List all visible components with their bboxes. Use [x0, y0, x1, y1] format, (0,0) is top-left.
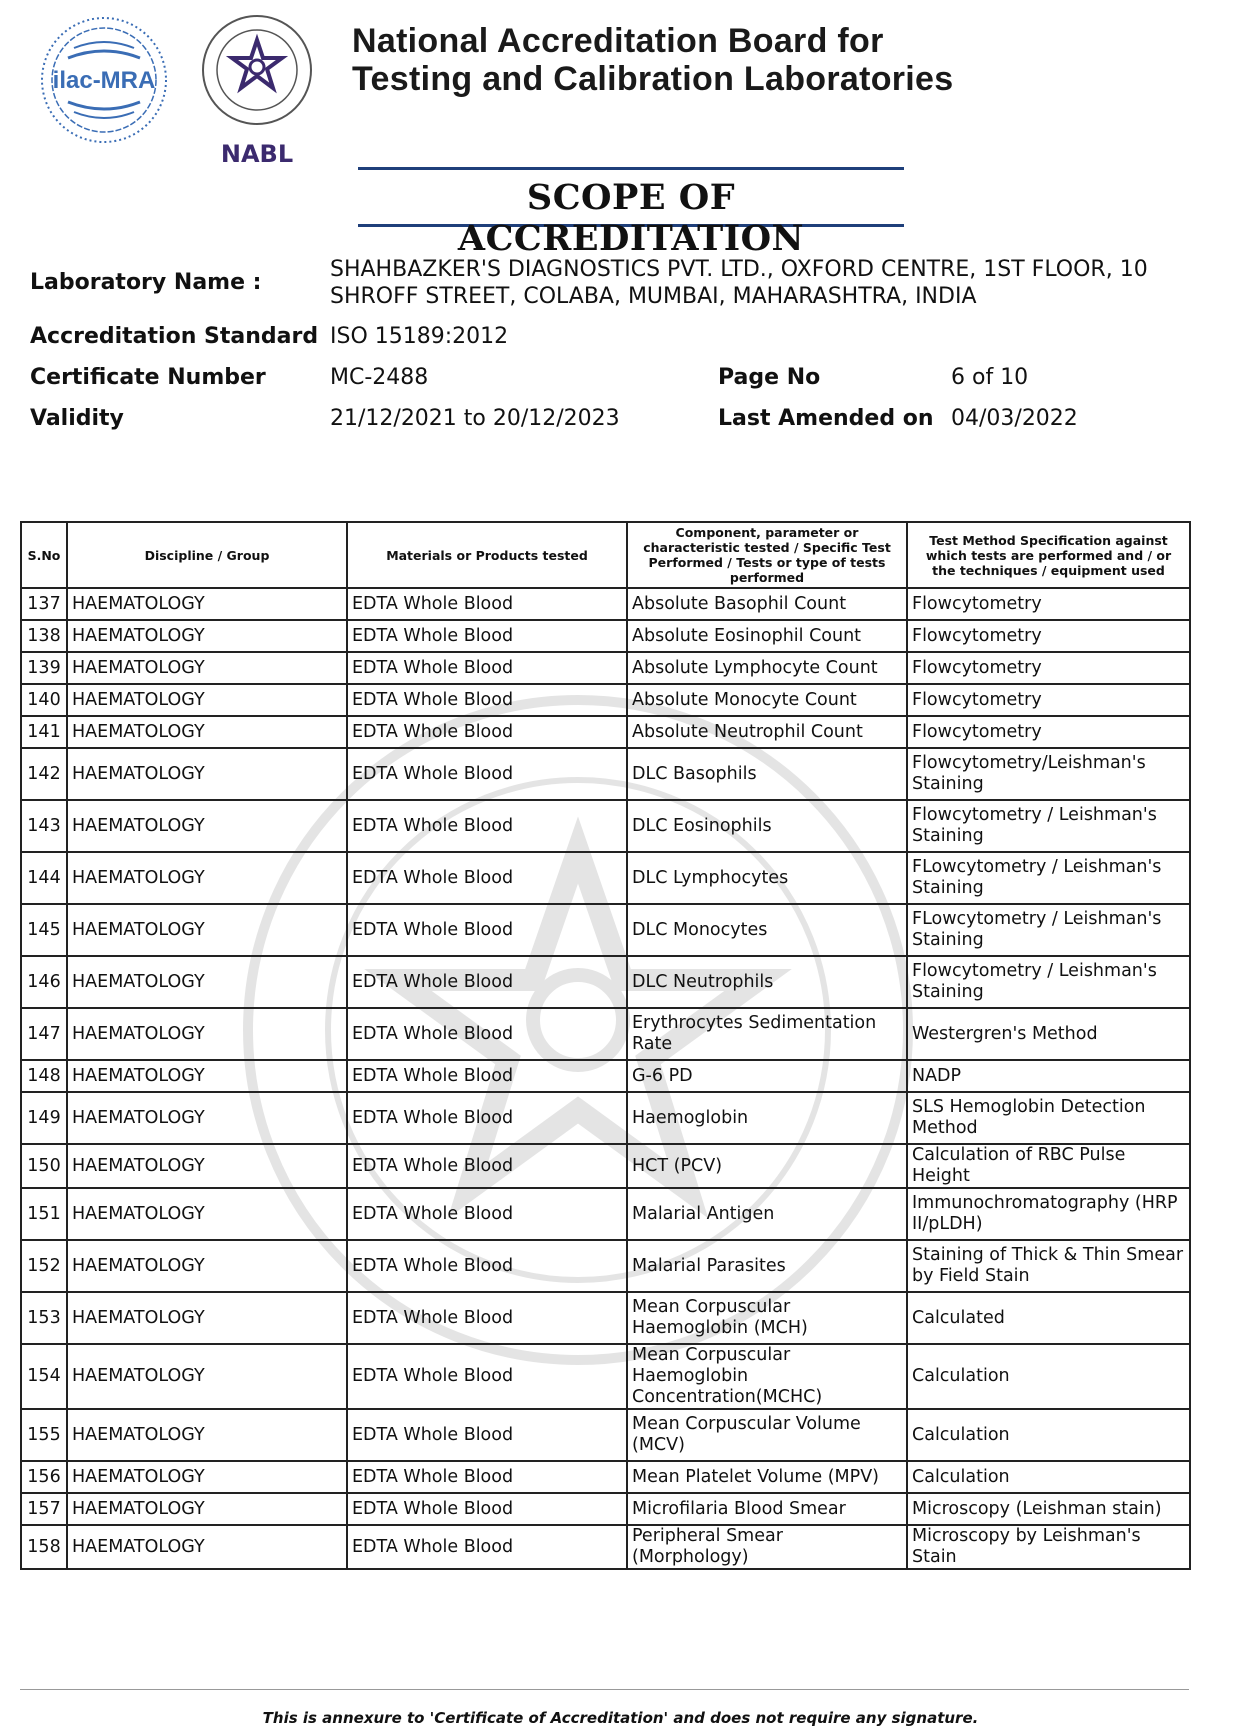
table-row	[21, 956, 1190, 1008]
cell-material: EDTA Whole Blood	[347, 904, 627, 956]
footer-note: This is annexure to 'Certificate of Accreditation' and does not require any signature.	[262, 1709, 979, 1727]
cell-sno: 145	[21, 904, 67, 956]
cell-component: DLC Eosinophils	[627, 800, 907, 852]
cell-component: Mean Corpuscular Haemoglobin Concentration(MCHC)	[627, 1344, 907, 1409]
cell-sno: 138	[21, 620, 67, 652]
page-no-label: Page No	[718, 365, 821, 390]
cell-component: Erythrocytes Sedimentation Rate	[627, 1008, 907, 1060]
cell-material: EDTA Whole Blood	[347, 956, 627, 1008]
cell-sno: 153	[21, 1292, 67, 1344]
lab-name-line2: SHROFF STREET, COLABA, MUMBAI, MAHARASHTRA, INDIA	[330, 284, 977, 309]
cell-discipline: HAEMATOLOGY	[67, 1461, 347, 1493]
cell-sno: 147	[21, 1008, 67, 1060]
table-row	[21, 1188, 1190, 1240]
accreditation-standard-label: Accreditation Standard	[30, 324, 319, 349]
cell-test-method: Calculation	[907, 1461, 1190, 1493]
cell-test-method: Calculation	[907, 1409, 1190, 1461]
cell-material: EDTA Whole Blood	[347, 620, 627, 652]
cell-discipline: HAEMATOLOGY	[67, 652, 347, 684]
table-row	[21, 1144, 1190, 1188]
cell-discipline: HAEMATOLOGY	[67, 1344, 347, 1409]
ilac-mra-logo	[38, 14, 170, 146]
nabl-logo	[198, 10, 316, 170]
cell-discipline: HAEMATOLOGY	[67, 1493, 347, 1525]
cell-material: EDTA Whole Blood	[347, 748, 627, 800]
validity-value: 21/12/2021 to 20/12/2023	[330, 406, 620, 431]
header-test-method: Test Method Specification against which tests are performed and / or the techniques / equipment used	[907, 522, 1190, 588]
table-row	[21, 1060, 1190, 1092]
table-row	[21, 748, 1190, 800]
cell-test-method: Calculation of RBC Pulse Height	[907, 1144, 1190, 1188]
lab-name-line1: SHAHBAZKER'S DIAGNOSTICS PVT. LTD., OXFORD CENTRE, 1ST FLOOR, 10	[330, 257, 1148, 282]
cell-sno: 142	[21, 748, 67, 800]
table-row	[21, 1344, 1190, 1409]
cell-discipline: HAEMATOLOGY	[67, 588, 347, 620]
cell-component: HCT (PCV)	[627, 1144, 907, 1188]
cell-sno: 151	[21, 1188, 67, 1240]
cell-sno: 137	[21, 588, 67, 620]
cell-sno: 152	[21, 1240, 67, 1292]
cell-component: Peripheral Smear (Morphology)	[627, 1525, 907, 1569]
cell-material: EDTA Whole Blood	[347, 1344, 627, 1409]
cell-sno: 158	[21, 1525, 67, 1569]
cell-material: EDTA Whole Blood	[347, 588, 627, 620]
cell-component: Absolute Monocyte Count	[627, 684, 907, 716]
cell-test-method: Flowcytometry	[907, 652, 1190, 684]
cell-sno: 156	[21, 1461, 67, 1493]
cell-material: EDTA Whole Blood	[347, 1188, 627, 1240]
board-title-line2: Testing and Calibration Laboratories	[352, 60, 954, 98]
cell-material: EDTA Whole Blood	[347, 1461, 627, 1493]
cell-material: EDTA Whole Blood	[347, 852, 627, 904]
cell-discipline: HAEMATOLOGY	[67, 800, 347, 852]
cell-component: Absolute Lymphocyte Count	[627, 652, 907, 684]
cell-component: Malarial Parasites	[627, 1240, 907, 1292]
cell-test-method: Flowcytometry	[907, 716, 1190, 748]
accreditation-standard-value: ISO 15189:2012	[330, 324, 509, 349]
cell-test-method: Microscopy (Leishman stain)	[907, 1493, 1190, 1525]
cell-material: EDTA Whole Blood	[347, 1060, 627, 1092]
table-header-row	[21, 522, 1190, 588]
board-title	[352, 22, 1012, 98]
board-title-line1: National Accreditation Board for	[352, 22, 884, 60]
table-row	[21, 1240, 1190, 1292]
cell-test-method: Immunochromatography (HRP II/pLDH)	[907, 1188, 1190, 1240]
table-row	[21, 1292, 1190, 1344]
header-component: Component, parameter or characteristic tested / Specific Test Performed / Tests or type of tests performed	[627, 522, 907, 588]
cell-material: EDTA Whole Blood	[347, 716, 627, 748]
table-row	[21, 852, 1190, 904]
header-sno: S.No	[21, 522, 67, 588]
certificate-number-value: MC-2488	[330, 365, 429, 390]
cell-discipline: HAEMATOLOGY	[67, 1292, 347, 1344]
table-row	[21, 800, 1190, 852]
cell-discipline: HAEMATOLOGY	[67, 1525, 347, 1569]
cell-test-method: Flowcytometry/Leishman's Staining	[907, 748, 1190, 800]
cell-component: Absolute Basophil Count	[627, 588, 907, 620]
cell-discipline: HAEMATOLOGY	[67, 1008, 347, 1060]
cell-test-method: Westergren's Method	[907, 1008, 1190, 1060]
cell-discipline: HAEMATOLOGY	[67, 1092, 347, 1144]
cell-test-method: Calculation	[907, 1344, 1190, 1409]
table-row	[21, 1493, 1190, 1525]
header-discipline: Discipline / Group	[67, 522, 347, 588]
cell-test-method: Flowcytometry / Leishman's Staining	[907, 800, 1190, 852]
cell-discipline: HAEMATOLOGY	[67, 620, 347, 652]
cell-sno: 146	[21, 956, 67, 1008]
cell-sno: 144	[21, 852, 67, 904]
scope-title-box	[358, 167, 904, 259]
last-amended-label: Last Amended on	[718, 406, 934, 431]
certificate-number-label: Certificate Number	[30, 365, 266, 390]
cell-sno: 150	[21, 1144, 67, 1188]
cell-discipline: HAEMATOLOGY	[67, 904, 347, 956]
cell-material: EDTA Whole Blood	[347, 1144, 627, 1188]
table-row	[21, 1008, 1190, 1060]
cell-component: Absolute Neutrophil Count	[627, 716, 907, 748]
header-materials: Materials or Products tested	[347, 522, 627, 588]
table-row	[21, 1409, 1190, 1461]
cell-material: EDTA Whole Blood	[347, 652, 627, 684]
table-body	[21, 588, 1190, 1569]
last-amended-value: 04/03/2022	[951, 406, 1078, 431]
cell-test-method: Flowcytometry / Leishman's Staining	[907, 956, 1190, 1008]
cell-sno: 141	[21, 716, 67, 748]
cell-sno: 149	[21, 1092, 67, 1144]
cell-test-method: FLowcytometry / Leishman's Staining	[907, 852, 1190, 904]
cell-test-method: SLS Hemoglobin Detection Method	[907, 1092, 1190, 1144]
table-row	[21, 588, 1190, 620]
cell-discipline: HAEMATOLOGY	[67, 748, 347, 800]
table-row	[21, 904, 1190, 956]
cell-discipline: HAEMATOLOGY	[67, 1240, 347, 1292]
cell-material: EDTA Whole Blood	[347, 1092, 627, 1144]
cell-test-method: Calculated	[907, 1292, 1190, 1344]
cell-material: EDTA Whole Blood	[347, 1008, 627, 1060]
scope-title: SCOPE OF ACCREDITATION	[457, 177, 805, 259]
cell-sno: 140	[21, 684, 67, 716]
cell-component: Microfilaria Blood Smear	[627, 1493, 907, 1525]
cell-component: DLC Monocytes	[627, 904, 907, 956]
nabl-logo-text: NABL	[220, 140, 294, 168]
cell-component: DLC Neutrophils	[627, 956, 907, 1008]
cell-sno: 139	[21, 652, 67, 684]
cell-discipline: HAEMATOLOGY	[67, 956, 347, 1008]
cell-sno: 148	[21, 1060, 67, 1092]
cell-component: Malarial Antigen	[627, 1188, 907, 1240]
cell-component: Mean Corpuscular Haemoglobin (MCH)	[627, 1292, 907, 1344]
cell-material: EDTA Whole Blood	[347, 684, 627, 716]
cell-discipline: HAEMATOLOGY	[67, 852, 347, 904]
table-row	[21, 1092, 1190, 1144]
cell-sno: 143	[21, 800, 67, 852]
cell-test-method: Microscopy by Leishman's Stain	[907, 1525, 1190, 1569]
cell-discipline: HAEMATOLOGY	[67, 1060, 347, 1092]
footer-divider	[20, 1689, 1189, 1690]
cell-discipline: HAEMATOLOGY	[67, 716, 347, 748]
cell-discipline: HAEMATOLOGY	[67, 1188, 347, 1240]
ilac-logo-text: ilac-MRA	[52, 67, 156, 94]
table-row	[21, 652, 1190, 684]
cell-sno: 157	[21, 1493, 67, 1525]
cell-sno: 155	[21, 1409, 67, 1461]
page-no-value: 6 of 10	[951, 365, 1029, 390]
cell-component: DLC Basophils	[627, 748, 907, 800]
table-row	[21, 1461, 1190, 1493]
cell-test-method: Flowcytometry	[907, 620, 1190, 652]
cell-material: EDTA Whole Blood	[347, 1240, 627, 1292]
cell-material: EDTA Whole Blood	[347, 1493, 627, 1525]
scope-table	[20, 521, 1191, 1570]
table-row	[21, 620, 1190, 652]
validity-label: Validity	[30, 406, 124, 431]
cell-test-method: Flowcytometry	[907, 684, 1190, 716]
cell-component: Absolute Eosinophil Count	[627, 620, 907, 652]
cell-material: EDTA Whole Blood	[347, 1292, 627, 1344]
cell-discipline: HAEMATOLOGY	[67, 1409, 347, 1461]
cell-component: G-6 PD	[627, 1060, 907, 1092]
cell-component: Haemoglobin	[627, 1092, 907, 1144]
cell-material: EDTA Whole Blood	[347, 1409, 627, 1461]
cell-test-method: FLowcytometry / Leishman's Staining	[907, 904, 1190, 956]
table-row	[21, 684, 1190, 716]
cell-material: EDTA Whole Blood	[347, 1525, 627, 1569]
cell-test-method: Flowcytometry	[907, 588, 1190, 620]
table-row	[21, 1525, 1190, 1569]
cell-component: DLC Lymphocytes	[627, 852, 907, 904]
cell-sno: 154	[21, 1344, 67, 1409]
table-row	[21, 716, 1190, 748]
cell-component: Mean Corpuscular Volume (MCV)	[627, 1409, 907, 1461]
lab-name-value	[330, 256, 1210, 310]
cell-material: EDTA Whole Blood	[347, 800, 627, 852]
cell-test-method: NADP	[907, 1060, 1190, 1092]
cell-component: Mean Platelet Volume (MPV)	[627, 1461, 907, 1493]
cell-discipline: HAEMATOLOGY	[67, 684, 347, 716]
cell-test-method: Staining of Thick & Thin Smear by Field Stain	[907, 1240, 1190, 1292]
lab-name-label: Laboratory Name :	[30, 270, 262, 295]
cell-discipline: HAEMATOLOGY	[67, 1144, 347, 1188]
